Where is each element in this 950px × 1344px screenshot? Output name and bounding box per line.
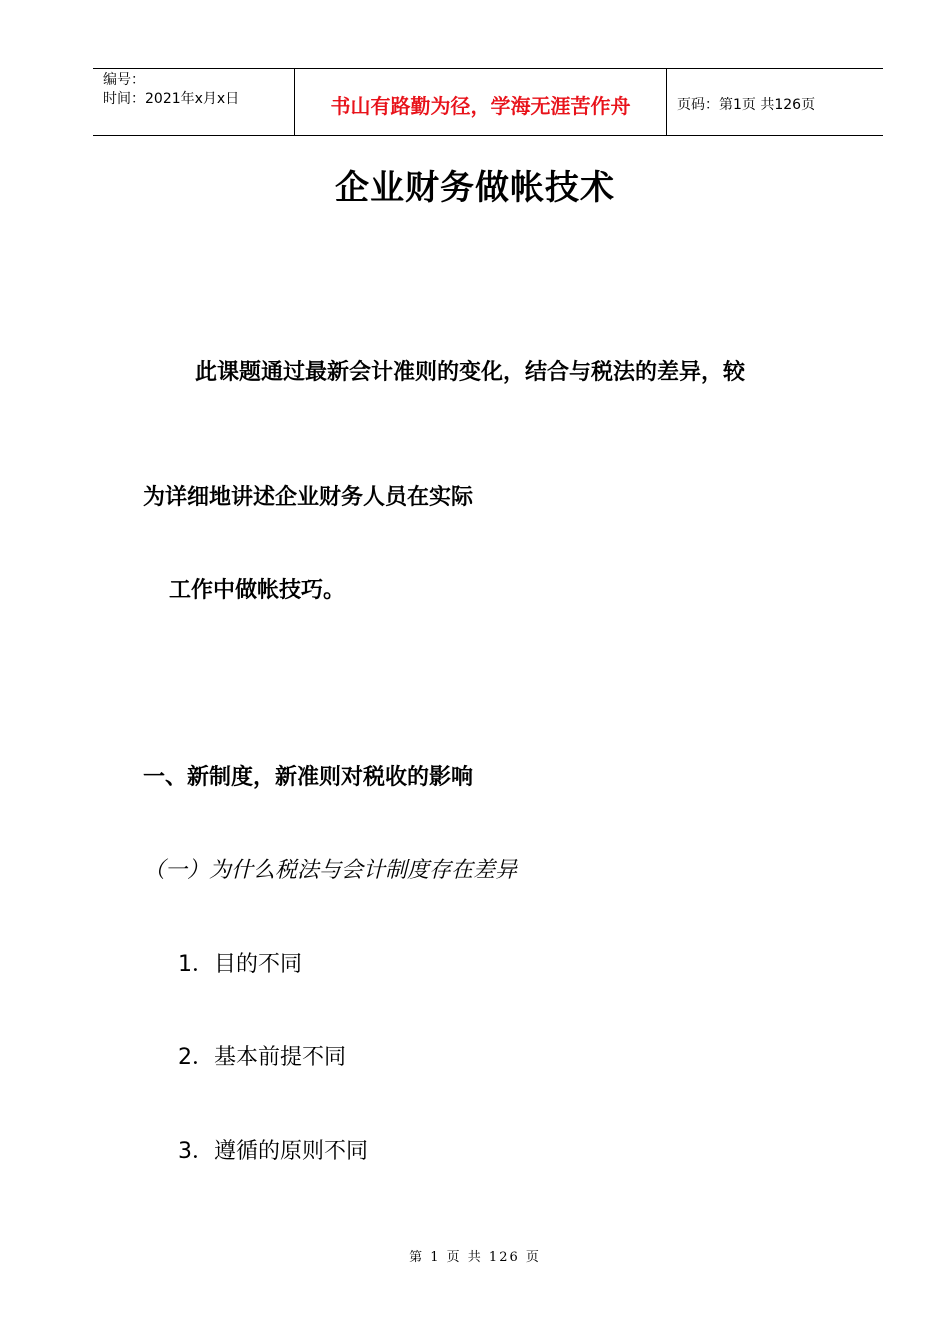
subsection-heading: （一）为什么税法与会计制度存在差异	[143, 858, 518, 883]
serial-number-label: 编号：	[103, 72, 145, 88]
document-title: 企业财务做帐技术	[335, 168, 615, 208]
list-item: 1．目的不同	[178, 952, 302, 977]
header-page-info: 页码：第1页 共126页	[677, 97, 816, 113]
intro-paragraph-line-3: 工作中做帐技巧。	[169, 578, 346, 603]
page-header	[93, 68, 883, 136]
intro-paragraph-line-2: 为详细地讲述企业财务人员在实际	[143, 485, 474, 510]
date-label: 时间：2021年x月x日	[103, 91, 240, 107]
list-item: 2．基本前提不同	[178, 1045, 346, 1070]
list-item: 3．遵循的原则不同	[178, 1139, 368, 1164]
page-footer: 第 1 页 共 126 页	[409, 1250, 541, 1265]
header-motto: 书山有路勤为径，学海无涯苦作舟	[294, 69, 667, 135]
header-meta	[93, 69, 294, 135]
intro-paragraph-line-1: 此课题通过最新会计准则的变化，结合与税法的差异，较	[195, 360, 746, 385]
section-heading: 一、新制度，新准则对税收的影响	[143, 765, 474, 790]
